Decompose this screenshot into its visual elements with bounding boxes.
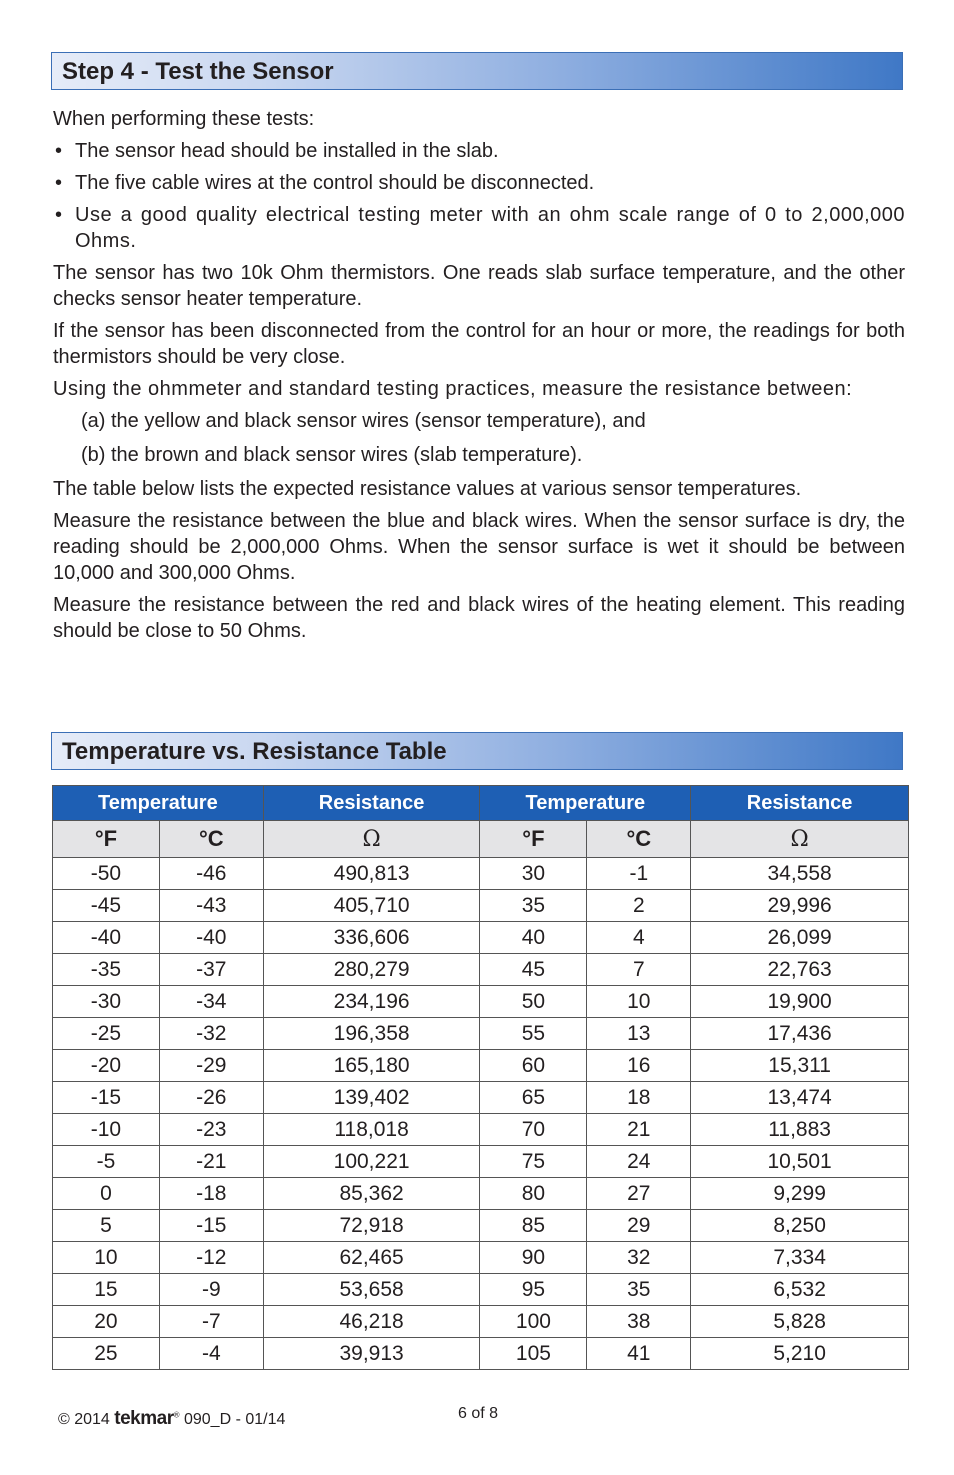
cell-celsius: -15 (159, 1210, 263, 1242)
table-row (53, 858, 909, 890)
table-title: Temperature vs. Resistance Table (62, 738, 447, 765)
cell-resistance: 53,658 (263, 1274, 480, 1306)
cell-celsius: -40 (159, 922, 263, 954)
cell-fahrenheit: 95 (480, 1274, 587, 1306)
cell-celsius: -7 (159, 1306, 263, 1338)
intro-text: When performing these tests: (53, 108, 315, 130)
table-intro-paragraph: The table below lists the expected resistance values at various sensor temperatures. (53, 478, 802, 500)
cell-resistance: 9,299 (691, 1178, 909, 1210)
cell-resistance: 39,913 (263, 1338, 480, 1370)
cell-celsius: -37 (159, 954, 263, 986)
step4-section-header (51, 52, 903, 90)
resistance-table (52, 785, 909, 1370)
cell-celsius: 4 (587, 922, 691, 954)
cell-fahrenheit: -35 (53, 954, 160, 986)
cell-fahrenheit: 80 (480, 1178, 587, 1210)
table-row (53, 954, 909, 986)
cell-resistance: 85,362 (263, 1178, 480, 1210)
cell-resistance: 5,210 (691, 1338, 909, 1370)
cell-resistance: 11,883 (691, 1114, 909, 1146)
cell-celsius: 21 (587, 1114, 691, 1146)
cell-resistance: 280,279 (263, 954, 480, 986)
bullet-text: Use a good quality electrical testing meter with an ohm scale range of 0 to 2,000,000 Ohms. (75, 204, 905, 252)
footer-left (58, 1408, 285, 1430)
cell-fahrenheit: 55 (480, 1018, 587, 1050)
cell-celsius: 27 (587, 1178, 691, 1210)
copyright-text: © 2014 (58, 1411, 110, 1428)
cell-resistance: 8,250 (691, 1210, 909, 1242)
page-number: 6 of 8 (458, 1405, 499, 1422)
cell-fahrenheit: -10 (53, 1114, 160, 1146)
cell-celsius: 38 (587, 1306, 691, 1338)
cell-resistance: 336,606 (263, 922, 480, 954)
thermistor-paragraph: The sensor has two 10k Ohm thermistors. One reads slab surface temperature, and the other checks sensor heater temperature. (53, 262, 905, 310)
bullet-marker: • (55, 204, 63, 226)
cell-resistance: 10,501 (691, 1146, 909, 1178)
cell-resistance: 26,099 (691, 922, 909, 954)
cell-fahrenheit: 30 (480, 858, 587, 890)
registered-mark: ® (173, 1410, 180, 1420)
header-temperature: Temperature (53, 786, 264, 821)
cell-celsius: -23 (159, 1114, 263, 1146)
cell-fahrenheit: 45 (480, 954, 587, 986)
cell-fahrenheit: 35 (480, 890, 587, 922)
cell-resistance: 22,763 (691, 954, 909, 986)
cell-resistance: 13,474 (691, 1082, 909, 1114)
cell-fahrenheit: 20 (53, 1306, 160, 1338)
cell-celsius: 18 (587, 1082, 691, 1114)
cell-celsius: 7 (587, 954, 691, 986)
bullet-item (53, 138, 905, 164)
cell-fahrenheit: 50 (480, 986, 587, 1018)
cell-celsius: -29 (159, 1050, 263, 1082)
cell-celsius: -43 (159, 890, 263, 922)
bullet-text: The five cable wires at the control should be disconnected. (75, 172, 595, 194)
ohmmeter-paragraph: Using the ohmmeter and standard testing practices, measure the resistance between: (53, 378, 853, 400)
step4-body (53, 106, 905, 650)
cell-celsius: -18 (159, 1178, 263, 1210)
unit-ohm: Ω (691, 821, 909, 858)
table-row (53, 1146, 909, 1178)
unit-ohm: Ω (263, 821, 480, 858)
table-row (53, 1274, 909, 1306)
cell-fahrenheit: 60 (480, 1050, 587, 1082)
cell-resistance: 72,918 (263, 1210, 480, 1242)
cell-celsius: 29 (587, 1210, 691, 1242)
cell-celsius: -9 (159, 1274, 263, 1306)
unit-fahrenheit: °F (53, 821, 160, 858)
cell-resistance: 165,180 (263, 1050, 480, 1082)
step4-title: Step 4 - Test the Sensor (62, 58, 334, 85)
cell-fahrenheit: 5 (53, 1210, 160, 1242)
cell-fahrenheit: -20 (53, 1050, 160, 1082)
header-resistance: Resistance (263, 786, 480, 821)
cell-celsius: 35 (587, 1274, 691, 1306)
cell-fahrenheit: 40 (480, 922, 587, 954)
cell-resistance: 5,828 (691, 1306, 909, 1338)
blue-black-paragraph: Measure the resistance between the blue and black wires. When the sensor surface is dry, the reading should be 2,000,000 Ohms. When the sensor surface is wet it should be between 10,000 and 300,000 Ohms. (53, 510, 905, 584)
cell-resistance: 34,558 (691, 858, 909, 890)
cell-fahrenheit: 70 (480, 1114, 587, 1146)
cell-fahrenheit: -25 (53, 1018, 160, 1050)
cell-fahrenheit: 100 (480, 1306, 587, 1338)
cell-fahrenheit: 105 (480, 1338, 587, 1370)
bullet-item (53, 202, 905, 254)
cell-fahrenheit: -45 (53, 890, 160, 922)
cell-resistance: 29,996 (691, 890, 909, 922)
cell-celsius: 32 (587, 1242, 691, 1274)
cell-fahrenheit: -40 (53, 922, 160, 954)
table-body (53, 858, 909, 1370)
cell-celsius: -1 (587, 858, 691, 890)
cell-celsius: 13 (587, 1018, 691, 1050)
cell-fahrenheit: 25 (53, 1338, 160, 1370)
bullet-marker: • (55, 172, 63, 194)
cell-fahrenheit: -30 (53, 986, 160, 1018)
cell-celsius: -21 (159, 1146, 263, 1178)
disconnected-paragraph: If the sensor has been disconnected from the control for an hour or more, the readings for both thermistors should be very close. (53, 320, 905, 368)
header-temperature: Temperature (480, 786, 691, 821)
cell-fahrenheit: 15 (53, 1274, 160, 1306)
table-row (53, 986, 909, 1018)
cell-fahrenheit: -5 (53, 1146, 160, 1178)
cell-fahrenheit: 10 (53, 1242, 160, 1274)
cell-celsius: 24 (587, 1146, 691, 1178)
sub-item-b: (b) the brown and black sensor wires (slab temperature). (81, 444, 583, 466)
cell-resistance: 234,196 (263, 986, 480, 1018)
table-row (53, 1114, 909, 1146)
table-row (53, 1050, 909, 1082)
cell-resistance: 6,532 (691, 1274, 909, 1306)
unit-celsius: °C (587, 821, 691, 858)
document-code: 090_D - 01/14 (183, 1411, 286, 1428)
cell-resistance: 118,018 (263, 1114, 480, 1146)
unit-fahrenheit: °F (480, 821, 587, 858)
cell-celsius: -32 (159, 1018, 263, 1050)
tekmar-logo: tekmar (114, 1408, 174, 1429)
cell-resistance: 17,436 (691, 1018, 909, 1050)
table-row (53, 1082, 909, 1114)
cell-celsius: 2 (587, 890, 691, 922)
cell-fahrenheit: 0 (53, 1178, 160, 1210)
cell-celsius: -46 (159, 858, 263, 890)
bullet-marker: • (55, 140, 63, 162)
cell-resistance: 100,221 (263, 1146, 480, 1178)
cell-celsius: 16 (587, 1050, 691, 1082)
table-row (53, 1178, 909, 1210)
cell-fahrenheit: 65 (480, 1082, 587, 1114)
cell-resistance: 405,710 (263, 890, 480, 922)
cell-resistance: 7,334 (691, 1242, 909, 1274)
red-black-paragraph: Measure the resistance between the red and black wires of the heating element. This reading should be close to 50 Ohms. (53, 594, 905, 642)
table-row (53, 1242, 909, 1274)
table-row (53, 890, 909, 922)
cell-resistance: 490,813 (263, 858, 480, 890)
cell-resistance: 139,402 (263, 1082, 480, 1114)
cell-fahrenheit: 75 (480, 1146, 587, 1178)
table-row (53, 922, 909, 954)
cell-celsius: 41 (587, 1338, 691, 1370)
cell-resistance: 19,900 (691, 986, 909, 1018)
cell-fahrenheit: 90 (480, 1242, 587, 1274)
sub-item-a: (a) the yellow and black sensor wires (sensor temperature), and (81, 410, 646, 432)
cell-fahrenheit: -15 (53, 1082, 160, 1114)
bullet-text: The sensor head should be installed in the slab. (75, 140, 499, 162)
unit-celsius: °C (159, 821, 263, 858)
cell-resistance: 15,311 (691, 1050, 909, 1082)
table-section-header (51, 732, 903, 770)
cell-celsius: -12 (159, 1242, 263, 1274)
cell-resistance: 46,218 (263, 1306, 480, 1338)
cell-fahrenheit: -50 (53, 858, 160, 890)
bullet-item (53, 170, 905, 196)
cell-celsius: -4 (159, 1338, 263, 1370)
table-row (53, 1338, 909, 1370)
cell-resistance: 62,465 (263, 1242, 480, 1274)
table-row (53, 1210, 909, 1242)
cell-celsius: 10 (587, 986, 691, 1018)
cell-resistance: 196,358 (263, 1018, 480, 1050)
table-row (53, 1018, 909, 1050)
cell-celsius: -26 (159, 1082, 263, 1114)
header-resistance: Resistance (691, 786, 909, 821)
cell-celsius: -34 (159, 986, 263, 1018)
table-row (53, 1306, 909, 1338)
cell-fahrenheit: 85 (480, 1210, 587, 1242)
